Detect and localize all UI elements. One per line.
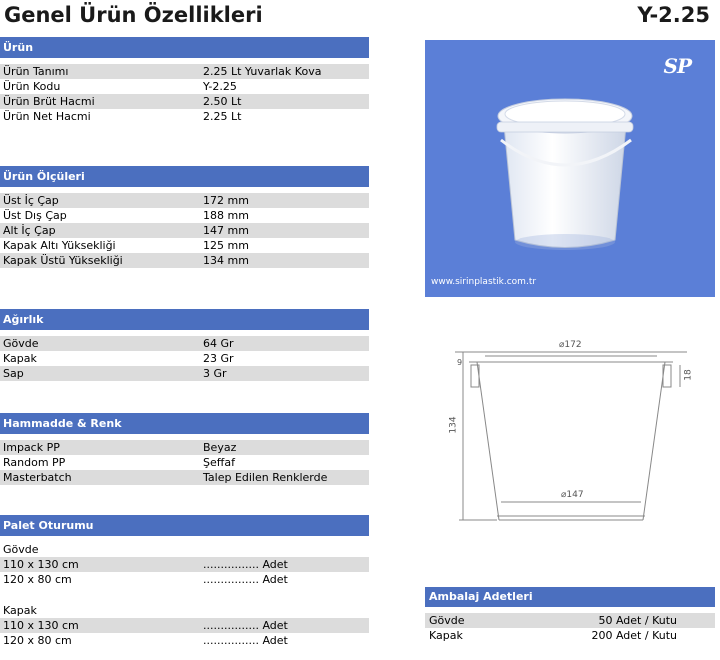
section-agirlik [0,309,369,381]
row-value: ................ Adet [203,634,288,647]
row-key: Ürün Tanımı [3,65,69,78]
section-header: Palet Oturumu [0,515,369,536]
row-key: Gövde [429,614,465,627]
dim-rim: 18 [683,369,694,381]
row-key: Gövde [3,337,39,350]
dim-top-diameter: ⌀172 [559,340,582,350]
section-olculer [0,166,369,268]
row-value: 50 Adet / Kutu [598,614,677,627]
row-value: Beyaz [203,441,237,454]
row-value: 200 Adet / Kutu [591,629,677,642]
table-row [0,618,369,633]
dim-height: 134 [448,416,459,434]
section-header: Ağırlık [0,309,369,330]
brand-logo: SP [663,54,691,78]
table-row [0,470,369,485]
row-value: ................ Adet [203,558,288,571]
website-url: www.sirinplastik.com.tr [431,277,537,287]
page-title: Genel Ürün Özellikleri [4,3,263,27]
table-row [0,633,369,648]
row-key: Kapak Üstü Yüksekliği [3,254,123,267]
table-row [0,366,369,381]
table-row [0,79,369,94]
row-value: 23 Gr [203,352,234,365]
row-value: 2.50 Lt [203,95,242,108]
row-key: Kapak [429,629,463,642]
section-palet [0,515,369,648]
table-row [0,94,369,109]
table-row [0,193,369,208]
table-row [0,109,369,124]
dim-lid: 9 [457,358,463,367]
row-key: Üst Dış Çap [3,209,67,222]
section-header: Hammadde & Renk [0,413,369,434]
row-key: Alt İç Çap [3,224,56,237]
section-header: Ambalaj Adetleri [425,587,715,607]
section-urun [0,37,369,124]
row-key: Ürün Net Hacmi [3,110,91,123]
row-key: Random PP [3,456,66,469]
row-key: Sap [3,367,24,380]
row-key: 120 x 80 cm [3,573,72,586]
sub-label [0,542,369,557]
drawing-svg [425,330,715,530]
row-value: 2.25 Lt Yuvarlak Kova [203,65,322,78]
row-key: Kapak Altı Yüksekliği [3,239,116,252]
row-value: 147 mm [203,224,249,237]
table-row [0,253,369,268]
row-key: Ürün Brüt Hacmi [3,95,95,108]
row-value: Şeffaf [203,456,235,469]
row-key: Kapak [3,604,37,617]
row-value: ................ Adet [203,619,288,632]
table-row [425,613,715,628]
table-row [0,455,369,470]
sub-label [0,603,369,618]
section-hammadde [0,413,369,485]
row-value: ................ Adet [203,573,288,586]
row-value: 125 mm [203,239,249,252]
row-value: 172 mm [203,194,249,207]
table-row [0,351,369,366]
section-ambalaj [425,587,715,643]
row-key: Impack PP [3,441,60,454]
table-row [0,238,369,253]
row-value: Talep Edilen Renklerde [203,471,328,484]
row-value: 3 Gr [203,367,227,380]
row-key: Kapak [3,352,37,365]
table-row [0,336,369,351]
section-header: Ürün Ölçüleri [0,166,369,187]
product-photo [425,40,715,297]
row-key: 110 x 130 cm [3,558,79,571]
bucket-image [425,40,715,297]
table-row [425,628,715,643]
dim-bottom-diameter: ⌀147 [561,490,584,500]
table-row [0,208,369,223]
row-value: 2.25 Lt [203,110,242,123]
row-key: Ürün Kodu [3,80,61,93]
table-row [0,223,369,238]
technical-drawing [425,330,715,530]
row-value: 64 Gr [203,337,234,350]
row-key: Gövde [3,543,39,556]
row-value: Y-2.25 [203,80,237,93]
table-row [0,440,369,455]
row-key: Masterbatch [3,471,72,484]
table-row [0,64,369,79]
row-key: 120 x 80 cm [3,634,72,647]
row-key: 110 x 130 cm [3,619,79,632]
row-key: Üst İç Çap [3,194,59,207]
table-row [0,572,369,587]
row-value: 134 mm [203,254,249,267]
table-row [0,557,369,572]
section-header: Ürün [0,37,369,58]
row-value: 188 mm [203,209,249,222]
product-code: Y-2.25 [637,3,710,27]
